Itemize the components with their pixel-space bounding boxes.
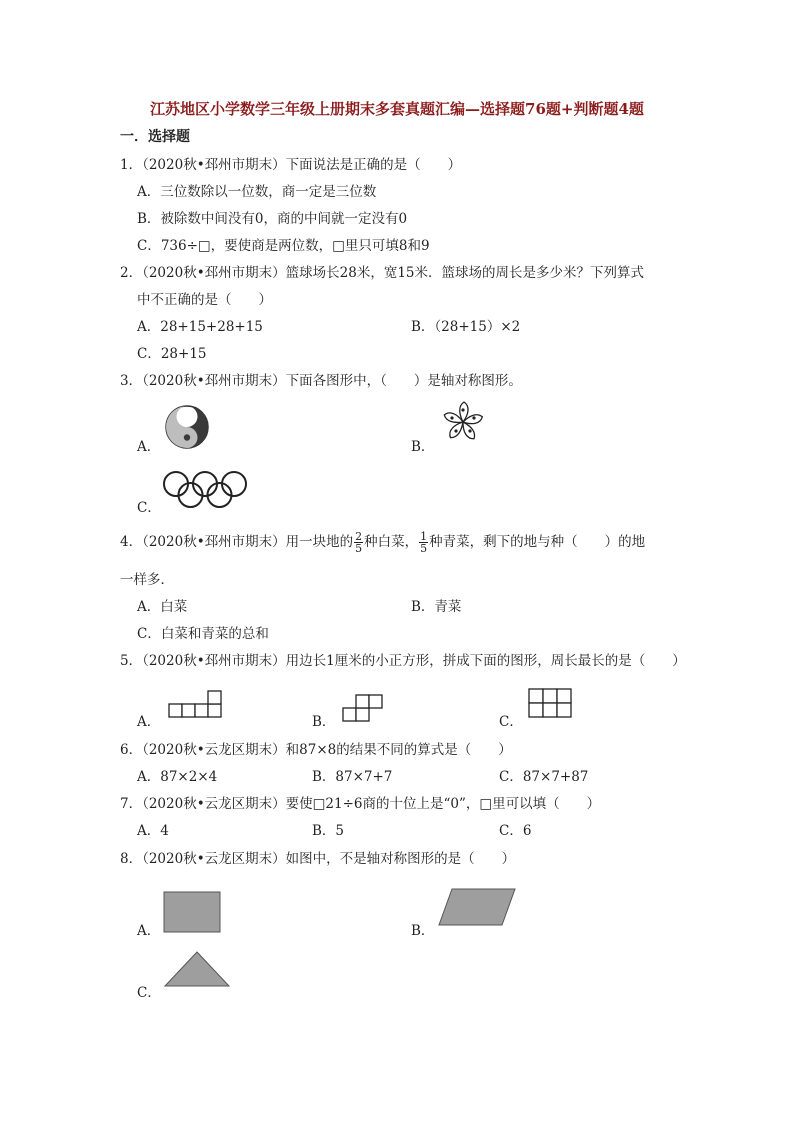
q4-option-a[interactable]: A．白菜 [137, 599, 188, 615]
parallelogram-figure [438, 888, 516, 926]
q6-option-c[interactable]: C．87×7+87 [499, 769, 589, 785]
q1-option-a[interactable]: A．三位数除以一位数，商一定是三位数 [137, 184, 377, 200]
q5-option-b[interactable]: B． [312, 714, 336, 730]
q2-option-c[interactable]: C．28+15 [137, 346, 207, 362]
fraction-two-fifths [354, 531, 363, 554]
q1-option-b[interactable]: B．被除数中间没有0，商的中间就一定没有0 [137, 211, 408, 227]
q2-option-b[interactable]: B．（28+15）×2 [411, 319, 521, 335]
q2-option-a[interactable]: A．28+15+28+15 [137, 319, 263, 335]
q3-option-c[interactable]: C． [137, 500, 161, 516]
square-tiles-figure-b [342, 694, 386, 722]
q3-option-a[interactable]: A． [137, 439, 161, 455]
fraction-numerator: 1 [420, 530, 428, 543]
q8-option-a[interactable]: A． [137, 923, 161, 939]
q2-stem-line1: 2．（2020秋•邳州市期末）篮球场长28米，宽15米．篮球场的周长是多少米？下列算式 [120, 265, 645, 281]
document-title: 江苏地区小学数学三年级上册期末多套真题汇编—选择题76题+判断题4题 [150, 100, 644, 118]
fraction-numerator: 2 [355, 530, 363, 543]
section-heading: 一．选择题 [120, 129, 190, 145]
q4-option-c[interactable]: C．白菜和青菜的总和 [137, 626, 269, 642]
q4-stem-line1 [120, 531, 645, 554]
fraction-one-fifth [419, 531, 428, 554]
q4-stem-part3: 种青菜，剩下的地与种（ ）的地 [429, 534, 646, 550]
square-tiles-figure-c [528, 688, 572, 720]
q6-stem: 6．（2020秋•云龙区期末）和87×8的结果不同的算式是（ ） [120, 742, 512, 758]
q2-stem-line2: 中不正确的是（ ） [137, 292, 272, 308]
q8-option-c[interactable]: C． [137, 985, 161, 1001]
q4-option-b[interactable]: B．青菜 [411, 599, 462, 615]
q8-option-b[interactable]: B． [411, 923, 435, 939]
q1-option-c[interactable]: C．736÷□，要使商是两位数，□里只可填8和9 [137, 238, 430, 254]
q5-option-c[interactable]: C． [499, 714, 523, 730]
q5-option-a[interactable]: A． [137, 714, 161, 730]
yin-yang-figure [164, 404, 210, 450]
rectangle-figure [163, 891, 221, 933]
q7-stem: 7．（2020秋•云龙区期末）要使□21÷6商的十位上是“0”，□里可以填（ ） [120, 796, 601, 812]
bauhinia-flower-figure [441, 400, 485, 444]
fraction-denominator: 5 [355, 542, 363, 555]
q3-stem: 3．（2020秋•邳州市期末）下面各图形中，（ ）是轴对称图形。 [120, 373, 522, 389]
q8-stem: 8．（2020秋•云龙区期末）如图中，不是轴对称图形的是（ ） [120, 851, 516, 867]
fraction-denominator: 5 [420, 542, 428, 555]
q4-stem-line2: 一样多． [120, 572, 174, 588]
q6-option-a[interactable]: A．87×2×4 [137, 769, 218, 785]
olympic-rings-figure [162, 470, 248, 510]
q1-stem: 1．（2020秋•邳州市期末）下面说法是正确的是（ ） [120, 157, 462, 173]
q7-option-c[interactable]: C．6 [499, 823, 532, 839]
q4-stem-part1: 4．（2020秋•邳州市期末）用一块地的 [120, 534, 354, 550]
square-tiles-figure-a [168, 690, 224, 718]
q3-option-b[interactable]: B． [411, 439, 435, 455]
q4-stem-part2: 种白菜， [364, 534, 419, 550]
q5-stem: 5．（2020秋•邳州市期末）用边长1厘米的小正方形，拼成下面的图形，周长最长的是（ ） [120, 653, 686, 669]
q7-option-a[interactable]: A．4 [137, 823, 169, 839]
q6-option-b[interactable]: B．87×7+7 [312, 769, 393, 785]
q7-option-b[interactable]: B．5 [312, 823, 345, 839]
triangle-figure [164, 951, 230, 987]
